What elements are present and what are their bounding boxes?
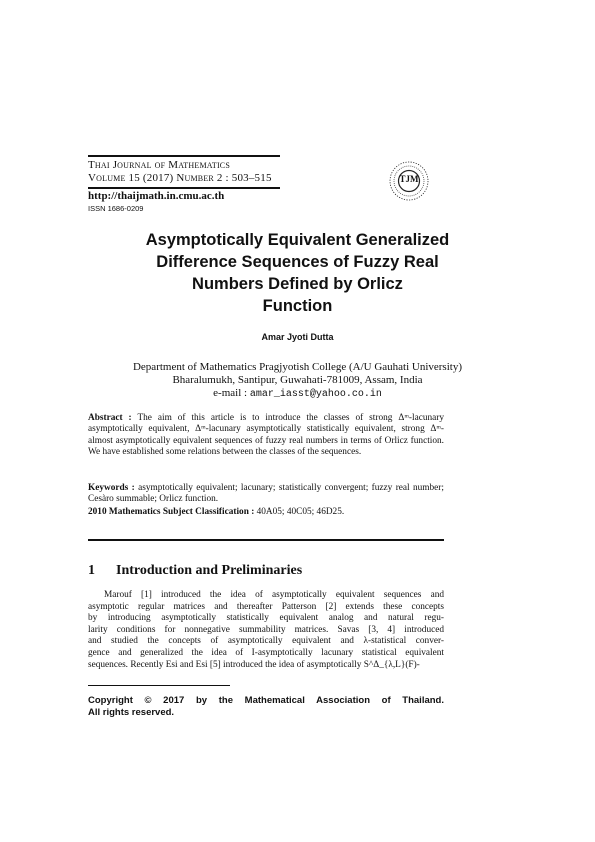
affiliation [60, 361, 535, 401]
affiliation-line: Bharalumukh, Santipur, Guwahati-781009, Assam, India [172, 374, 423, 386]
title-line: Numbers Defined by Orlicz [192, 275, 403, 293]
paragraph-line: Marouf [1] introduced the idea of asymptotically equivalent sequences and [104, 590, 444, 600]
email-line [60, 387, 535, 401]
header-top-rule [88, 155, 280, 157]
title-line: Function [262, 297, 333, 315]
abstract-text: The aim of this article is to introduce the classes of strong Δᵐ-lacunary asymptotically equivalent, Δᵐ-lacunary asymptotically statistically equivalent, strong Δᵐ-almost asymptotically equivalent sequences of fuzzy real numbers in terms of Orlicz function. We have established some relations between the classes of the sequences. [88, 413, 445, 457]
journal-logo [388, 160, 430, 202]
msc-classification [88, 507, 444, 518]
section-heading [88, 563, 302, 579]
abstract [88, 413, 444, 458]
abstract-separator [88, 539, 444, 541]
journal-url[interactable]: http://thaijmath.in.cmu.ac.th [88, 190, 225, 202]
paragraph-line: gence and generalized the idea of I-asymptotically lacunary statistical equivalent [88, 647, 444, 658]
title-line: Difference Sequences of Fuzzy Real [156, 253, 439, 271]
paragraph-line: sequences. Recently Esi and Esi [5] introduced the idea of asymptotically S^Δ_{λ,L}(F)- [88, 659, 420, 670]
keywords-label: Keywords : [88, 483, 135, 493]
logo-text: TJM [399, 174, 419, 184]
paragraph-line: larity conditions for nonnegative summability matrices. Savas [3, 4] introduced [88, 624, 444, 635]
footnote-rule [88, 685, 230, 686]
issn-number: ISSN 1686-0209 [88, 204, 144, 213]
copyright-line: Copyright © 2017 by the Mathematical Association of Thailand. [88, 695, 444, 706]
paragraph-line: by introducing asymptotically statistically equivalent analog and natural regu- [88, 613, 444, 624]
section-title: Introduction and Preliminaries [116, 563, 303, 578]
header-bottom-rule [88, 187, 280, 189]
abstract-label: Abstract : [88, 413, 132, 423]
email-link[interactable]: amar_iasst@yahoo.co.in [249, 389, 382, 400]
journal-name: Thai Journal of Mathematics [88, 159, 230, 171]
msc-text: 40A05; 40C05; 46D25. [256, 507, 345, 517]
author-name: Amar Jyoti Dutta [261, 332, 334, 342]
copyright-line: All rights reserved. [88, 707, 175, 718]
paper-title [60, 229, 535, 317]
email-label: e-mail : [213, 387, 248, 399]
keywords [88, 483, 444, 506]
affiliation-line: Department of Mathematics Pragjyotish College (A/U Gauhati University) [132, 361, 462, 373]
copyright-notice [88, 695, 444, 719]
title-line: Asymptotically Equivalent Generalized [145, 231, 450, 249]
journal-volume: Volume 15 (2017) Number 2 : 503–515 [88, 172, 272, 184]
msc-label: 2010 Mathematics Subject Classification : [88, 507, 255, 517]
paragraph-line: asymptotic regular matrices and thereafter Patterson [2] extends these concepts [88, 601, 444, 612]
intro-paragraph [88, 590, 444, 671]
paragraph-line: and studied the concepts of asymptotically equivalent and λ-statistical conver- [88, 636, 444, 647]
keywords-text: asymptotically equivalent; lacunary; statistically convergent; fuzzy real number; Cesàro summable; Orlicz function. [88, 483, 444, 505]
section-number: 1 [88, 563, 95, 578]
